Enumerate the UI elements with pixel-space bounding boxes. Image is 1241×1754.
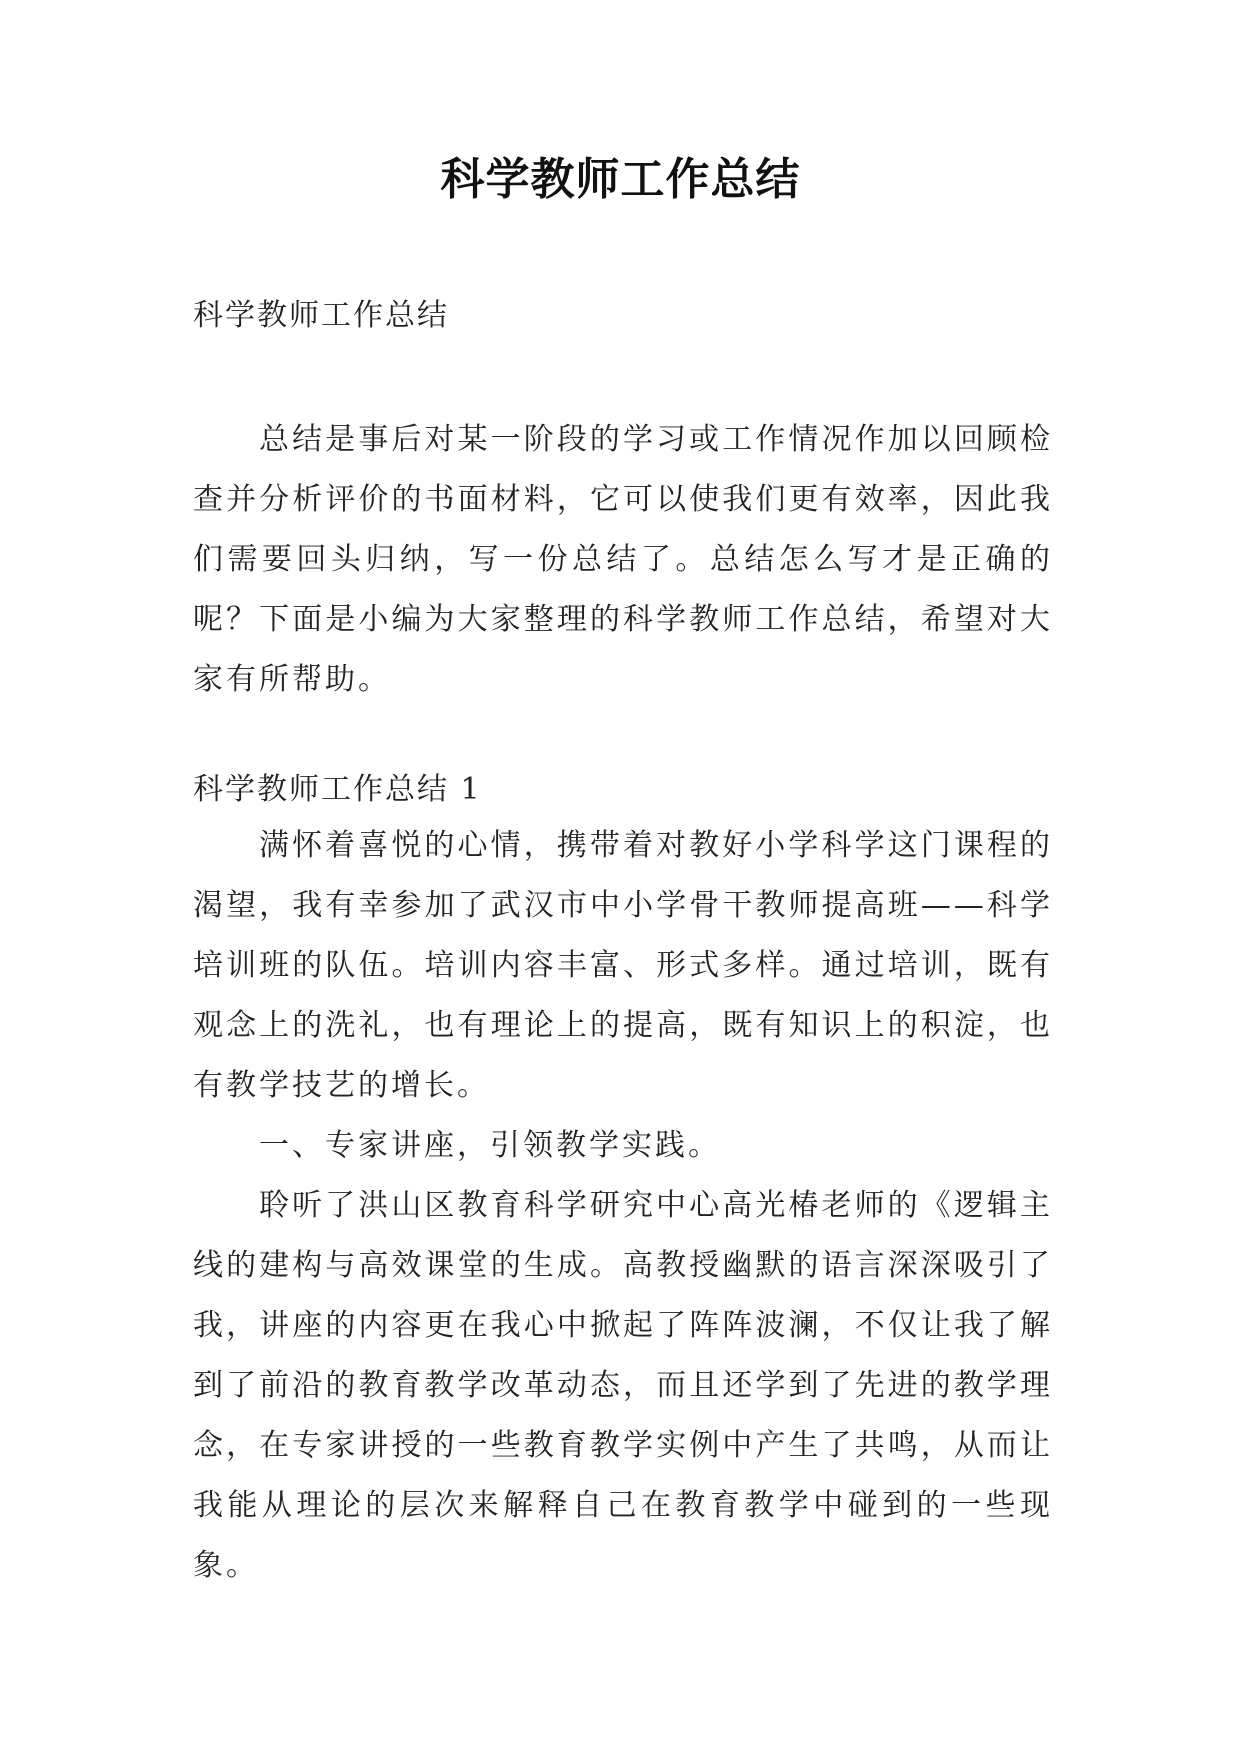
body-paragraph: 满怀着喜悦的心情，携带着对教好小学科学这门课程的渴望，我有幸参加了武汉市中小学骨干教师提高班——科学培训班的队伍。培训内容丰富、形式多样。通过培训，既有观念上的洗礼，也有理论上的提高，既有知识上的积淀，也有教学技艺的增长。 (193, 828, 1053, 1103)
section-heading: 科学教师工作总结 1 (193, 772, 482, 807)
body-paragraph: 一、专家讲座，引领教学实践。 (259, 1128, 721, 1163)
document-title: 科学教师工作总结 (440, 154, 801, 205)
intro-section (193, 410, 1053, 710)
intro-paragraph: 总结是事后对某一阶段的学习或工作情况作加以回顾检查并分析评价的书面材料，它可以使我们更有效率，因此我们需要回头归纳，写一份总结了。总结怎么写才是正确的呢？下面是小编为大家整理的科学教师工作总结，希望对大家有所帮助。 (193, 422, 1053, 697)
body-paragraph: 聆听了洪山区教育科学研究中心高光椿老师的《逻辑主线的建构与高效课堂的生成。高教授幽默的语言深深吸引了我，讲座的内容更在我心中掀起了阵阵波澜，不仅让我了解到了前沿的教育教学改革动态，而且还学到了先进的教学理念，在专家讲授的一些教育教学实例中产生了共鸣，从而让我能从理论的层次来解释自己在教育教学中碰到的一些现象。 (193, 1188, 1053, 1583)
document-subtitle: 科学教师工作总结 (193, 298, 449, 333)
section-body (193, 816, 1053, 1596)
